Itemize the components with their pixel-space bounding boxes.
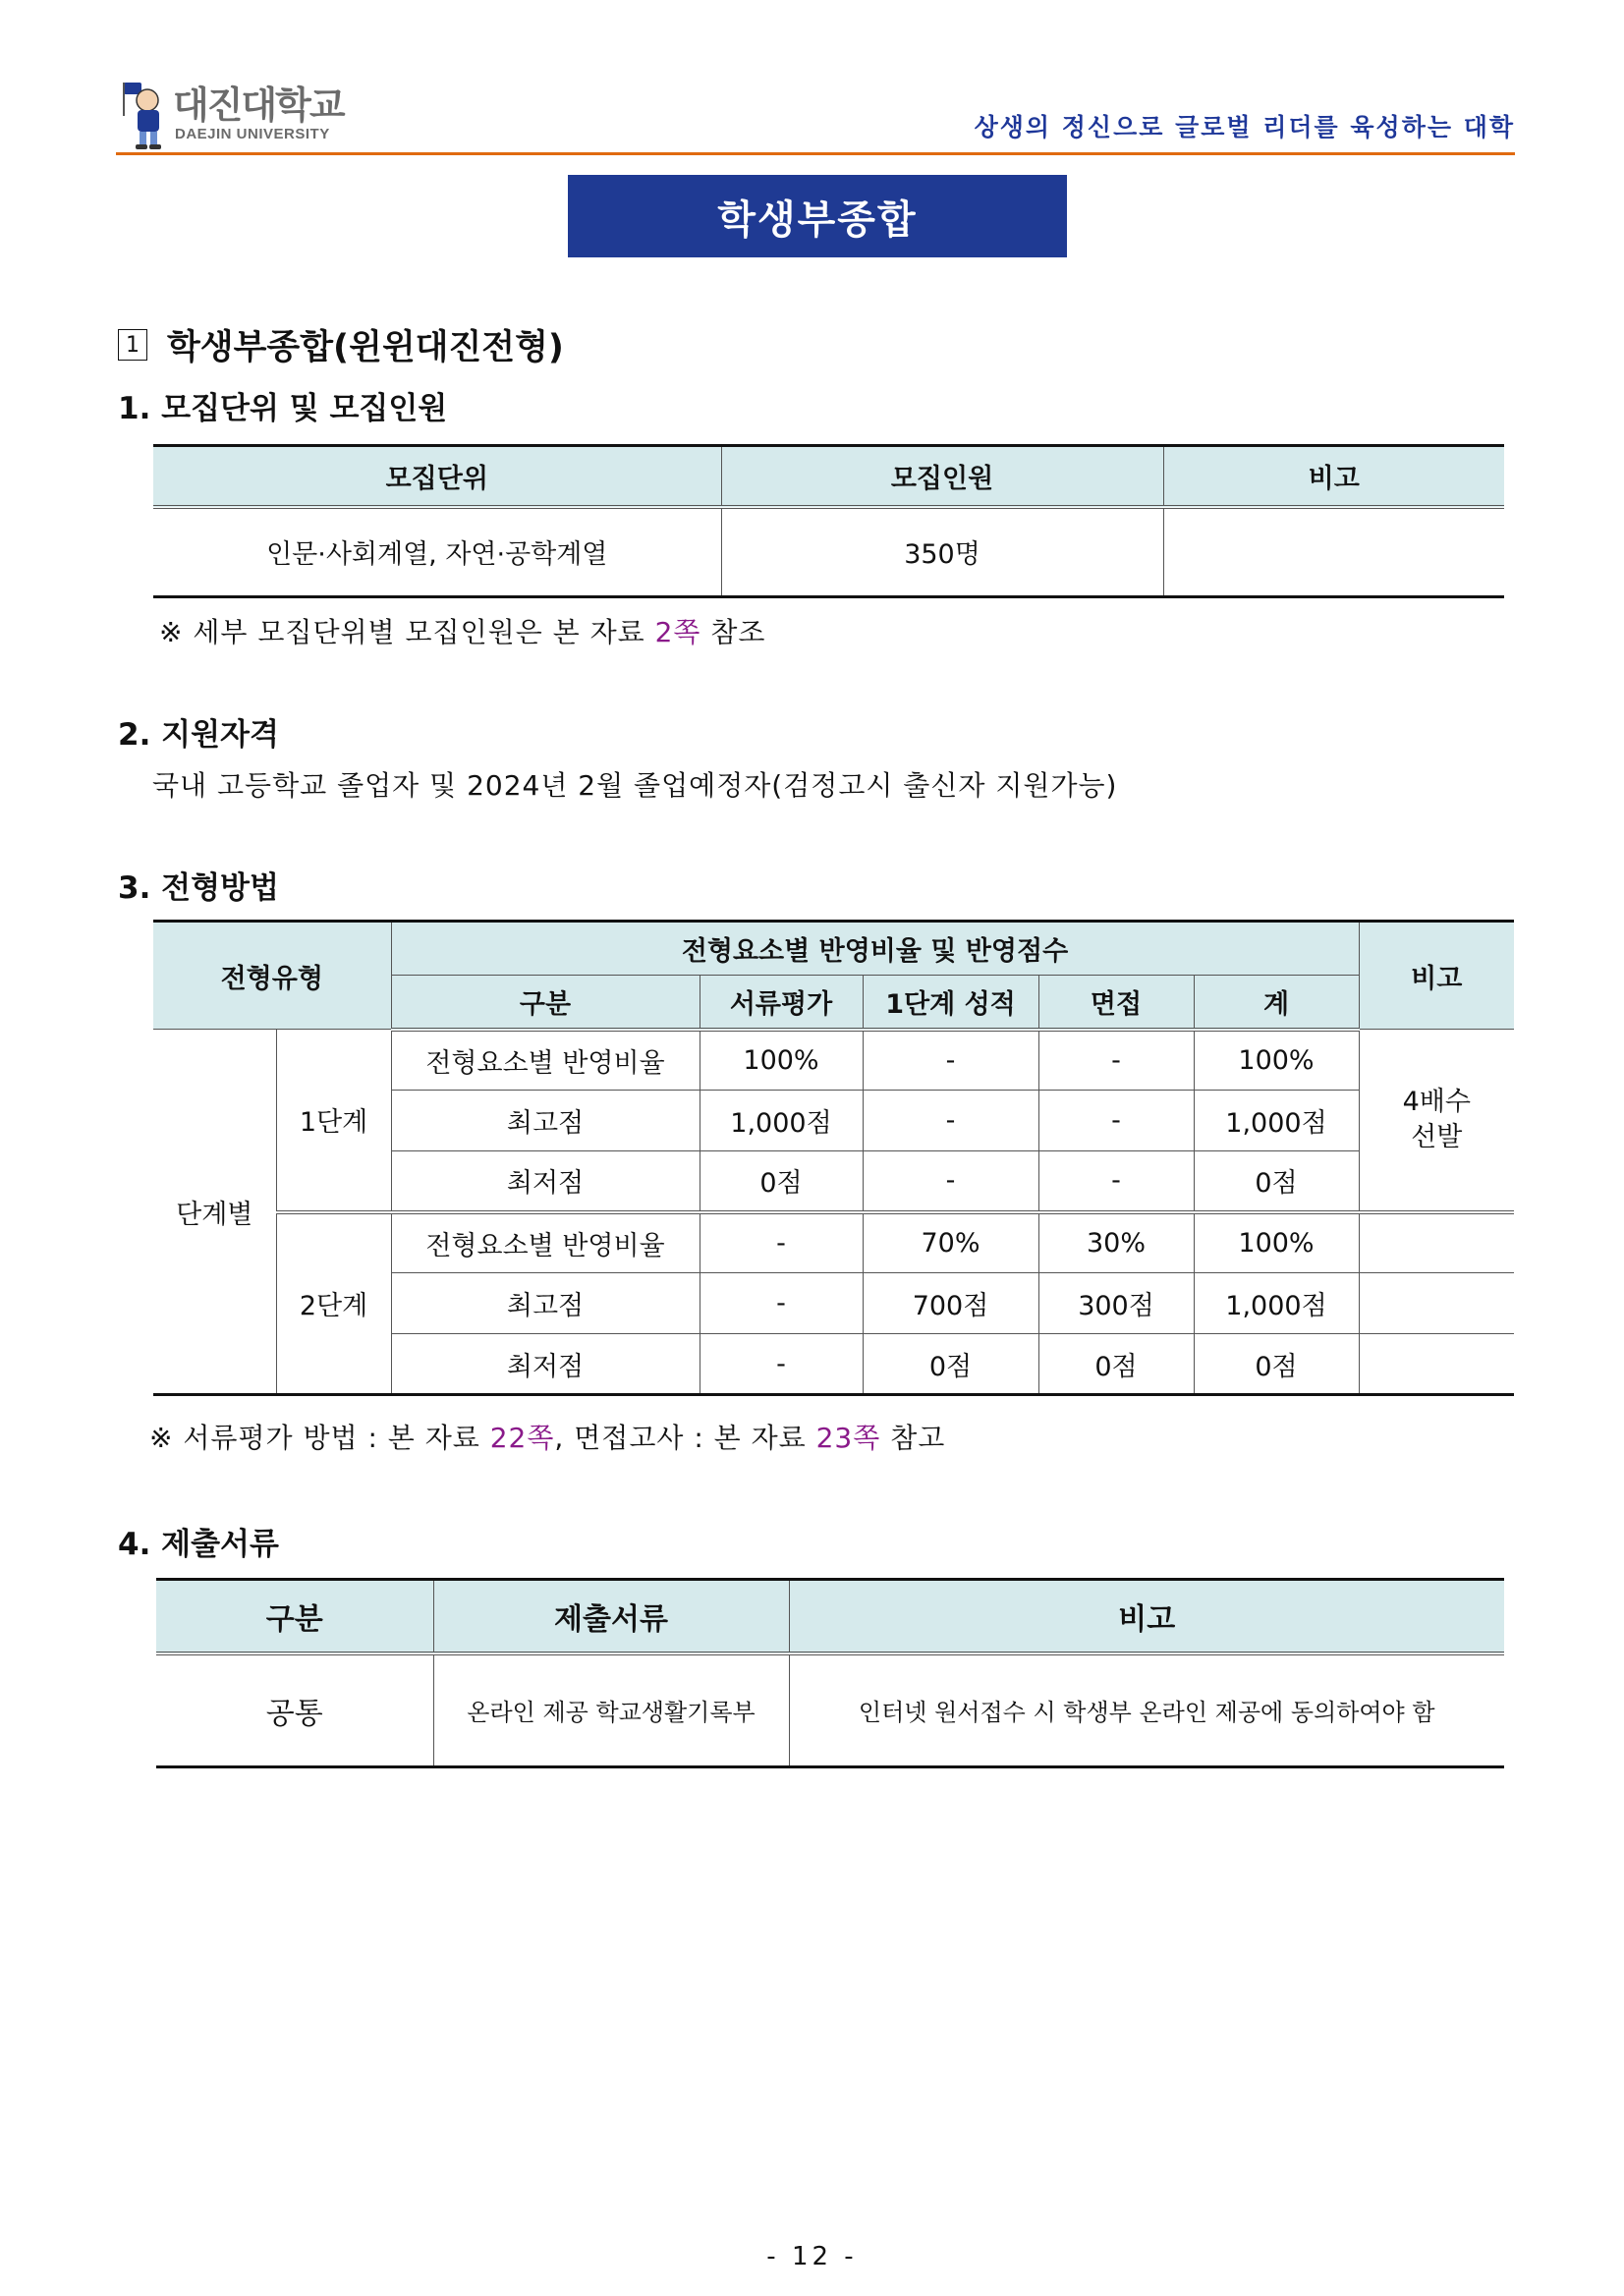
cell-documents: 온라인 제공 학교생활기록부: [433, 1653, 789, 1767]
row-label: 최저점: [391, 1151, 700, 1212]
selection-method-note: [149, 1417, 945, 1456]
recruitment-note: [159, 611, 765, 650]
cell: -: [863, 1151, 1038, 1212]
heading-recruitment: 1. 모집단위 및 모집인원: [118, 391, 448, 426]
section-heading: [118, 320, 564, 369]
cell: -: [1038, 1091, 1194, 1151]
cell: 1,000점: [700, 1091, 863, 1151]
cell-unit: 인문·사회계열, 자연·공학계열: [153, 507, 721, 597]
note-text: , 면접고사 : 본 자료: [554, 1422, 816, 1454]
mascot-icon: [118, 77, 169, 151]
row-label: 최고점: [391, 1273, 700, 1334]
heading-eligibility: 2. 지원자격: [118, 717, 279, 753]
university-logo: [116, 75, 391, 153]
cell: 70%: [863, 1212, 1038, 1273]
cell-remark-empty: [1359, 1334, 1514, 1395]
cell-remark-empty: [1359, 1212, 1514, 1273]
col-header-documents: 제출서류: [433, 1580, 789, 1653]
col-header-document: 서류평가: [700, 976, 863, 1030]
page-reference-link[interactable]: 23쪽: [815, 1422, 881, 1454]
documents-table: [156, 1578, 1504, 1768]
cell: 700점: [863, 1273, 1038, 1334]
heading-selection-method: 3. 전형방법: [118, 870, 279, 906]
col-header-group: 전형요소별 반영비율 및 반영점수: [391, 922, 1359, 976]
cell: 1,000점: [1194, 1273, 1359, 1334]
cell: 1,000점: [1194, 1091, 1359, 1151]
col-header-interview: 면접: [1038, 976, 1194, 1030]
note-text: 참조: [700, 616, 766, 648]
col-header-total: 계: [1194, 976, 1359, 1030]
row-label: 전형요소별 반영비율: [391, 1212, 700, 1273]
cell-count: 350명: [721, 507, 1163, 597]
cell: -: [700, 1334, 863, 1395]
section-number-box: 1: [118, 329, 147, 361]
note-text: 참고: [880, 1422, 946, 1454]
col-header-remark: 비고: [789, 1580, 1504, 1653]
page-header: [116, 71, 1515, 155]
cell: 100%: [1194, 1212, 1359, 1273]
selection-method-table: [153, 920, 1514, 1396]
col-header-unit: 모집단위: [153, 446, 721, 507]
col-header-category: 구분: [156, 1580, 433, 1653]
col-header-type: 전형유형: [153, 922, 391, 1030]
cell: -: [863, 1091, 1038, 1151]
section-heading-text: 학생부종합(윈윈대진전형): [167, 328, 564, 367]
col-header-remark: 비고: [1359, 922, 1514, 1030]
note-text: ※ 서류평가 방법 : 본 자료: [149, 1422, 490, 1454]
eligibility-text: 국내 고등학교 졸업자 및 2024년 2월 졸업예정자(검정고시 출신자 지원가능): [152, 769, 1118, 802]
stage-type-label: 단계별: [153, 1030, 276, 1395]
cell: 100%: [1194, 1030, 1359, 1091]
cell: 0점: [1038, 1334, 1194, 1395]
stage1-label: 1단계: [276, 1030, 391, 1212]
cell: 300점: [1038, 1273, 1194, 1334]
cell: -: [1038, 1030, 1194, 1091]
logo-subtitle: DAEJIN UNIVERSITY: [175, 126, 330, 142]
recruitment-table: [153, 444, 1504, 598]
cell-category: 공통: [156, 1653, 433, 1767]
page-title: 학생부종합: [568, 175, 1067, 257]
cell: 100%: [700, 1030, 863, 1091]
stage2-label: 2단계: [276, 1212, 391, 1395]
logo-wordmark: 대진대학교: [173, 84, 344, 127]
cell-remark: [1163, 507, 1504, 597]
col-header-remark: 비고: [1163, 446, 1504, 507]
cell-remark: 인터넷 원서접수 시 학생부 온라인 제공에 동의하여야 함: [789, 1653, 1504, 1767]
note-text: ※ 세부 모집단위별 모집인원은 본 자료: [159, 616, 655, 648]
cell: 0점: [1194, 1334, 1359, 1395]
cell: 0점: [700, 1151, 863, 1212]
cell: 0점: [1194, 1151, 1359, 1212]
cell: -: [700, 1273, 863, 1334]
col-header-count: 모집인원: [721, 446, 1163, 507]
cell: -: [700, 1212, 863, 1273]
cell: 0점: [863, 1334, 1038, 1395]
header-slogan: 상생의 정신으로 글로벌 리더를 육성하는 대학: [974, 113, 1515, 141]
cell: 30%: [1038, 1212, 1194, 1273]
cell: -: [1038, 1151, 1194, 1212]
page-reference-link[interactable]: 2쪽: [654, 616, 701, 648]
heading-documents: 4. 제출서류: [118, 1527, 279, 1562]
col-header-category: 구분: [391, 976, 700, 1030]
cell-remark-empty: [1359, 1273, 1514, 1334]
table-row: [153, 1030, 1514, 1091]
row-label: 전형요소별 반영비율: [391, 1030, 700, 1091]
table-row: [156, 1653, 1504, 1767]
cell: -: [863, 1030, 1038, 1091]
col-header-stage1-score: 1단계 성적: [863, 976, 1038, 1030]
row-label: 최저점: [391, 1334, 700, 1395]
page-reference-link[interactable]: 22쪽: [489, 1422, 555, 1454]
page-number: - 12 -: [766, 2242, 858, 2271]
table-row: [153, 507, 1504, 597]
table-row: [153, 1212, 1514, 1273]
row-label: 최고점: [391, 1091, 700, 1151]
stage1-remark: 4배수 선발: [1359, 1030, 1514, 1212]
